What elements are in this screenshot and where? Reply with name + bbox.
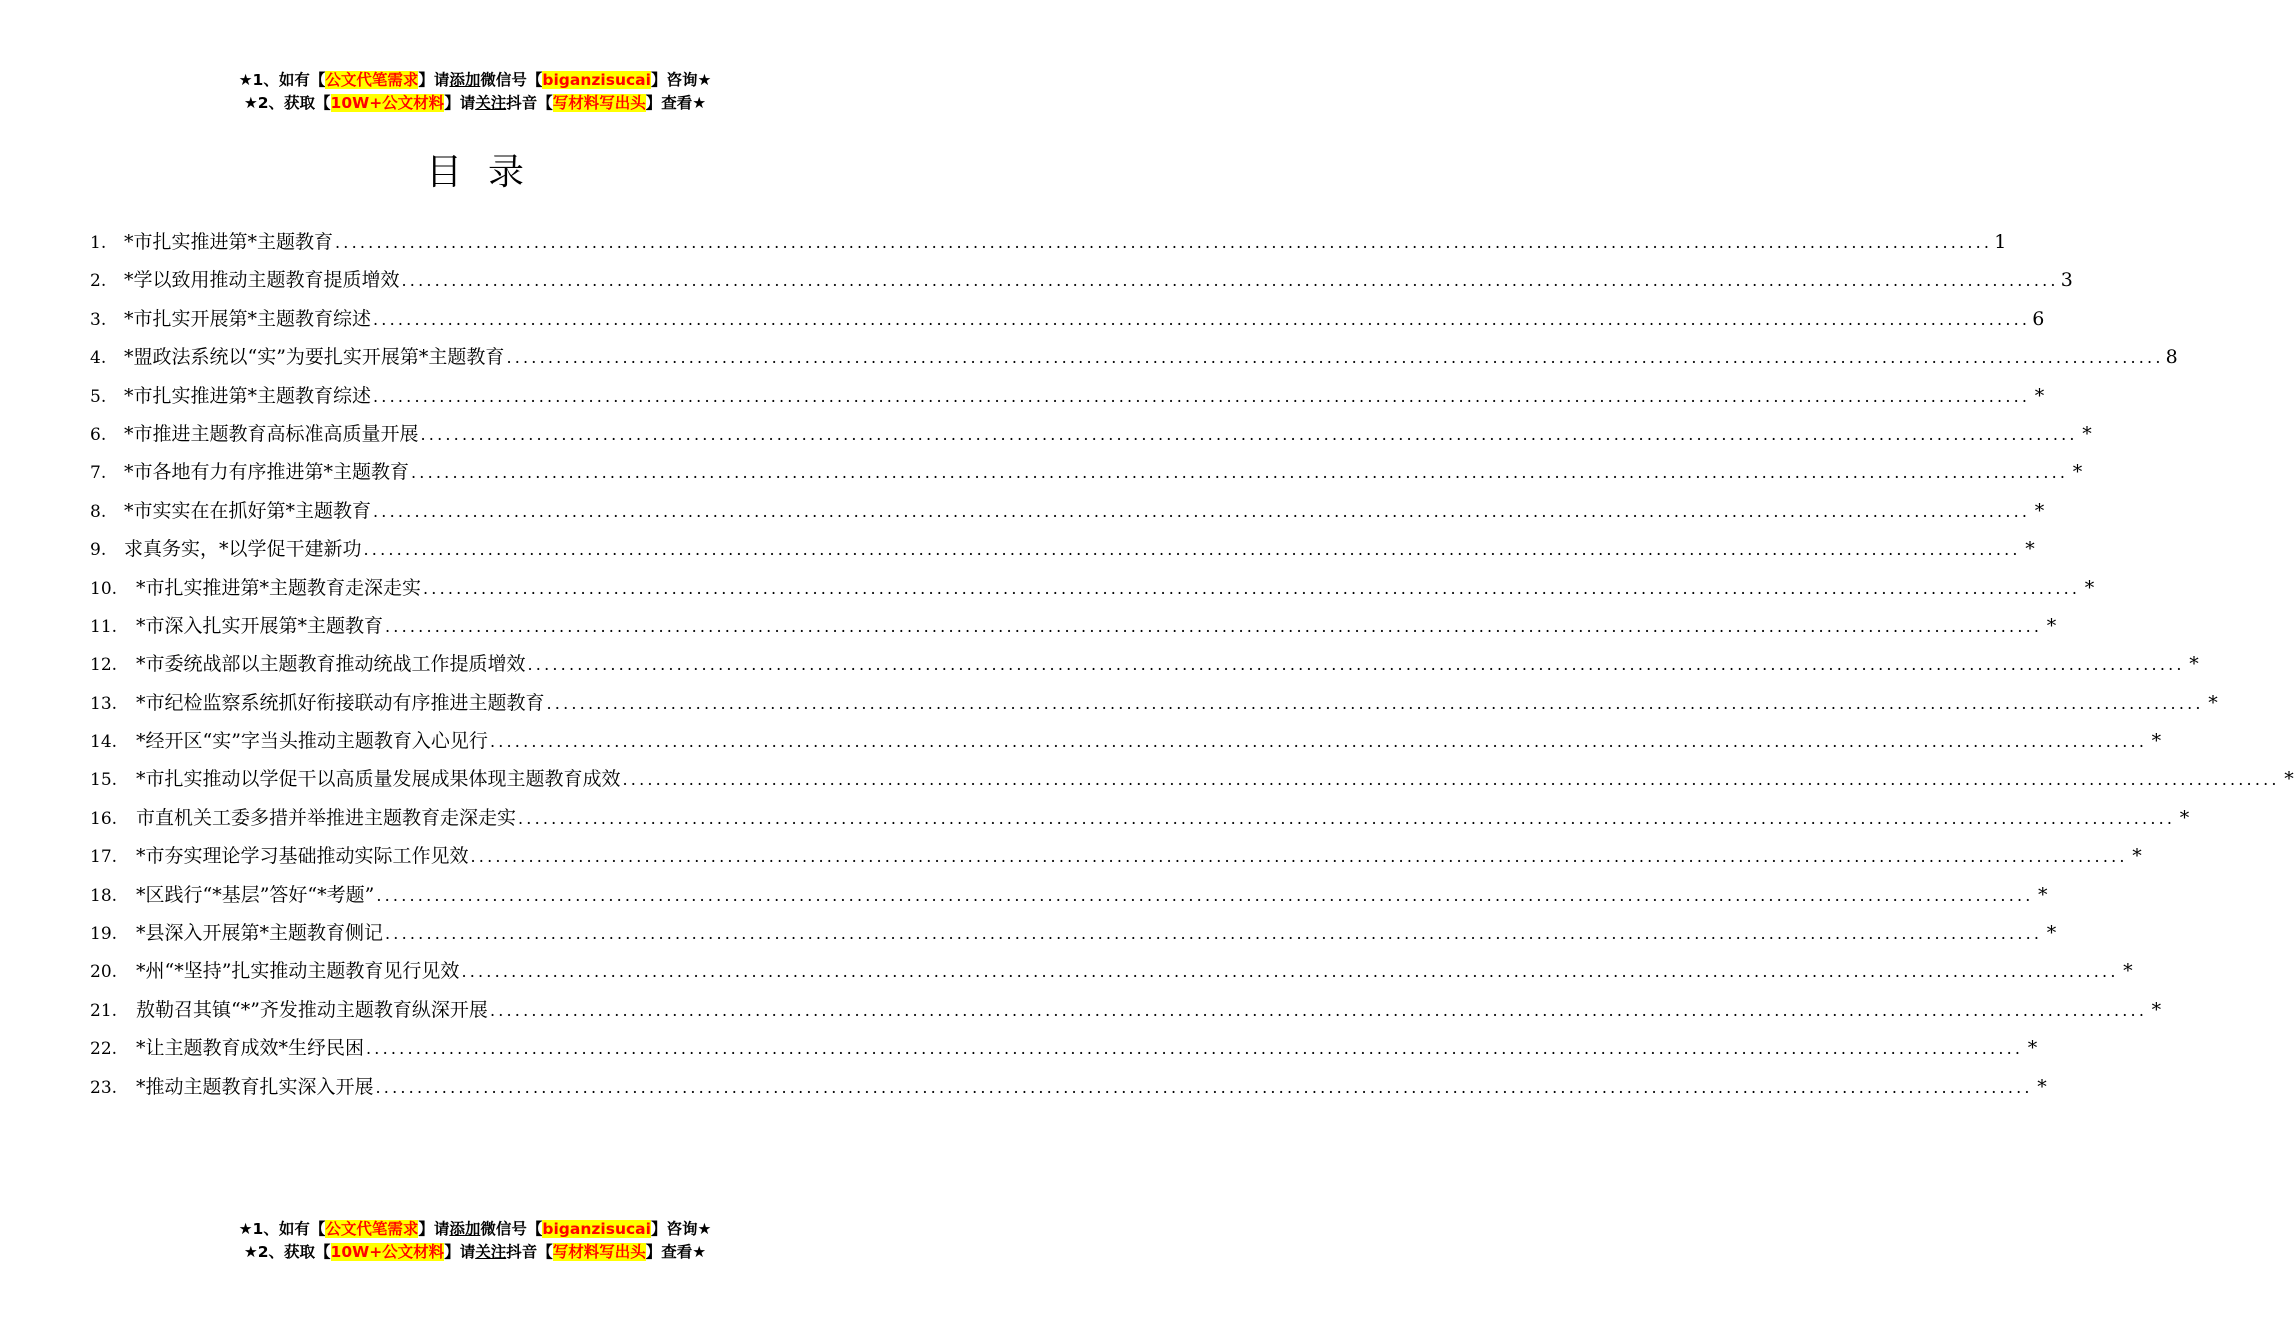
banner-underlined: 添加 [449,1220,481,1238]
toc-entry-number: 1. [90,233,107,253]
toc-entry[interactable] [90,381,2045,419]
toc-entry-title: *市纪检监察系统抓好衔接联动有序推进主题教育 [136,691,545,714]
toc-entry[interactable] [90,803,2190,841]
toc-page-number: * [2027,1037,2038,1060]
toc-dot-leader: ........................................................................................................................................................................................................ [546,693,2204,713]
toc-entry[interactable] [90,573,2095,611]
toc-dot-leader: ........................................................................................................................................................................................................ [527,655,2185,675]
toc-entry-number: 13. [90,693,118,714]
banner-text: ★1、如有【 [238,1220,326,1238]
toc-dot-leader: ........................................................................................................................................................................................................ [423,578,2081,598]
toc-dot-leader: ........................................................................................................................................................................................................ [401,271,2059,291]
toc-entry-title: *盟政法系统以“实”为要扎实开展第*主题教育 [124,346,505,369]
banner-highlight: 10W+公文材料 [330,94,445,112]
toc-page-number: * [2284,768,2294,791]
toc-entry-title: *市各地有力有序推进第*主题教育 [124,461,410,484]
banner-text: 】查看★ [645,1243,707,1261]
toc-entry[interactable] [90,995,2162,1033]
toc-entry-number: 18. [90,885,118,906]
toc-entry-title: *市扎实推进第*主题教育综述 [124,384,372,407]
toc-entry[interactable] [90,688,2218,726]
toc-page-number: * [2072,461,2083,484]
banner-text: 】查看★ [645,94,707,112]
banner-text: 】咨询★ [650,71,712,89]
toc-dot-leader: ........................................................................................................................................................................................................ [375,1077,2033,1097]
banner-text: 】请 [418,71,450,89]
toc-page-number: 6 [2032,307,2045,330]
toc-entry[interactable] [90,649,2199,687]
banner-highlight: 公文代笔需求 [325,1220,419,1238]
banner-text: 抖音【 [506,1243,553,1261]
toc-page-number: * [2037,1075,2047,1098]
banner-underlined: 关注 [475,1243,507,1261]
toc-entry-number: 17. [90,847,118,868]
banner-text: ★2、获取【 [243,94,331,112]
toc-entry-number: 16. [90,808,118,829]
toc-entry-number: 20. [90,962,118,983]
toc-entry-number: 15. [90,770,118,791]
toc-entry-number: 6. [90,424,107,445]
banner-line-1 [0,1218,950,1241]
toc-page-number: * [2132,845,2142,868]
toc-dot-leader: ........................................................................................................................................................................................................ [461,962,2119,982]
banner-text: 微信号【 [480,1220,543,1238]
toc-entry[interactable] [90,726,2162,764]
toc-entry[interactable] [90,534,2035,572]
toc-page-number: * [2082,422,2092,445]
toc-entry-number: 8. [90,501,107,522]
banner-wechat-id: biganzisucai [542,1220,651,1238]
toc-entry[interactable] [90,419,2092,457]
toc-entry-number: 7. [90,463,107,484]
toc-entry[interactable] [90,1033,2038,1071]
toc-dot-leader: ........................................................................................................................................................................................................ [411,463,2069,483]
banner-text: 】请 [444,1243,476,1261]
banner-douyin-id: 写材料写出头 [552,1243,646,1261]
banner-underlined: 添加 [449,71,481,89]
toc-entry-number: 21. [90,1000,118,1021]
toc-entry-number: 4. [90,348,107,369]
toc-dot-leader: ........................................................................................................................................................................................................ [506,348,2164,368]
toc-dot-leader: ........................................................................................................................................................................................................ [385,924,2043,944]
toc-entry-title: 市直机关工委多措并举推进主题教育走深走实 [136,806,517,829]
toc-dot-leader: ........................................................................................................................................................................................................ [373,309,2031,329]
table-of-contents [90,227,2294,1110]
toc-entry-number: 14. [90,732,118,753]
banner-text: 】请 [444,94,476,112]
toc-page-number: * [2025,538,2035,561]
toc-dot-leader: ........................................................................................................................................................................................................ [518,808,2176,828]
toc-page-number: * [2038,883,2048,906]
banner-line-2 [0,1241,950,1264]
banner-highlight: 10W+公文材料 [330,1243,445,1261]
toc-entry-title: *经开区“实”字当头推动主题教育入心见行 [136,730,488,753]
toc-page-number: * [2046,922,2057,945]
toc-entry-number: 11. [90,616,118,637]
toc-entry[interactable] [90,1072,2047,1110]
header-banner [0,69,950,115]
toc-entry[interactable] [90,918,2057,956]
toc-entry[interactable] [90,496,2045,534]
toc-entry-number: 10. [90,578,118,599]
toc-page-number: 8 [2165,346,2178,369]
toc-page-number: 3 [2060,269,2073,292]
toc-entry-title: *市深入扎实开展第*主题教育 [136,614,384,637]
toc-page-number: * [2123,960,2133,983]
toc-page-number: * [2179,806,2190,829]
toc-dot-leader: ........................................................................................................................................................................................................ [622,770,2280,790]
banner-text: 】咨询★ [650,1220,712,1238]
toc-entry-title: *市实实在在抓好第*主题教育 [124,499,372,522]
toc-entry-title: *推动主题教育扎实深入开展 [136,1075,374,1098]
toc-entry[interactable] [90,227,2007,265]
toc-entry-title: *州“*坚持”扎实推动主题教育见行见效 [136,960,460,983]
toc-entry[interactable] [90,764,2294,802]
toc-entry-title: *市扎实推进第*主题教育 [124,231,334,253]
toc-entry-title: *市扎实开展第*主题教育综述 [124,307,372,330]
toc-entry[interactable] [90,342,2178,380]
toc-entry-title: *市推进主题教育高标准高质量开展 [124,422,419,445]
toc-entry-title: *市委统战部以主题教育推动统战工作提质增效 [136,653,526,676]
toc-dot-leader: ........................................................................................................................................................................................................ [470,847,2128,867]
toc-dot-leader: ........................................................................................................................................................................................................ [373,386,2031,406]
toc-dot-leader: ........................................................................................................................................................................................................ [489,732,2148,752]
toc-entry[interactable] [90,457,2083,495]
toc-dot-leader: ........................................................................................................................................................................................................ [489,1000,2148,1020]
toc-page-number: * [2151,730,2162,753]
toc-entry-title: *市夯实理论学习基础推动实际工作见效 [136,845,469,868]
toc-entry[interactable] [90,880,2048,918]
toc-page-number: * [2151,998,2162,1021]
toc-dot-leader: ........................................................................................................................................................................................................ [363,540,2021,560]
banner-highlight: 公文代笔需求 [325,71,419,89]
toc-entry-number: 9. [90,540,107,561]
banner-text: ★1、如有【 [238,71,326,89]
toc-entry-number: 19. [90,924,118,945]
toc-entry-number: 5. [90,386,107,407]
toc-dot-leader: ........................................................................................................................................................................................................ [366,1039,2024,1059]
page-title: 目录 [425,152,550,193]
toc-entry[interactable] [90,841,2142,879]
toc-page-number: * [2034,384,2045,407]
toc-page-number: * [2189,653,2199,676]
toc-page-number: 1 [1994,231,2007,253]
toc-page-number: * [2208,691,2218,714]
toc-entry[interactable] [90,304,2045,342]
toc-page-number: * [2034,499,2045,522]
toc-entry-title: *区践行“*基层”答好“*考题” [136,883,375,906]
banner-text: 】请 [418,1220,450,1238]
toc-entry-number: 23. [90,1077,118,1098]
banner-text: 抖音【 [506,94,553,112]
toc-entry-title: *学以致用推动主题教育提质增效 [124,269,400,292]
toc-dot-leader: ........................................................................................................................................................................................................ [376,885,2034,905]
toc-page-number: * [2084,576,2095,599]
footer-banner [0,1218,950,1264]
banner-underlined: 关注 [475,94,507,112]
toc-dot-leader: ........................................................................................................................................................................................................ [420,424,2078,444]
banner-line-1 [0,69,950,92]
toc-entry-number: 12. [90,655,118,676]
banner-douyin-id: 写材料写出头 [552,94,646,112]
toc-dot-leader: ........................................................................................................................................................................................................ [335,233,1993,252]
toc-entry-number: 2. [90,271,107,292]
toc-page-number: * [2046,614,2057,637]
toc-entry[interactable] [90,956,2133,994]
toc-entry-title: *市扎实推动以学促干以高质量发展成果体现主题教育成效 [136,768,621,791]
toc-entry-number: 3. [90,309,107,330]
banner-text: 微信号【 [480,71,543,89]
toc-entry[interactable] [90,611,2057,649]
banner-line-2 [0,92,950,115]
banner-wechat-id: biganzisucai [542,71,651,89]
toc-entry[interactable] [90,265,2073,303]
toc-entry-number: 22. [90,1039,118,1060]
toc-entry-title: *让主题教育成效*生纾民困 [136,1037,365,1060]
toc-entry-title: *县深入开展第*主题教育侧记 [136,922,384,945]
toc-dot-leader: ........................................................................................................................................................................................................ [385,616,2043,636]
toc-entry-title: 敖勒召其镇“*”齐发推动主题教育纵深开展 [136,998,488,1021]
toc-entry-title: 求真务实，*以学促干建新功 [124,538,362,561]
toc-entry-title: *市扎实推进第*主题教育走深走实 [136,576,422,599]
banner-text: ★2、获取【 [243,1243,331,1261]
toc-dot-leader: ........................................................................................................................................................................................................ [373,501,2031,521]
